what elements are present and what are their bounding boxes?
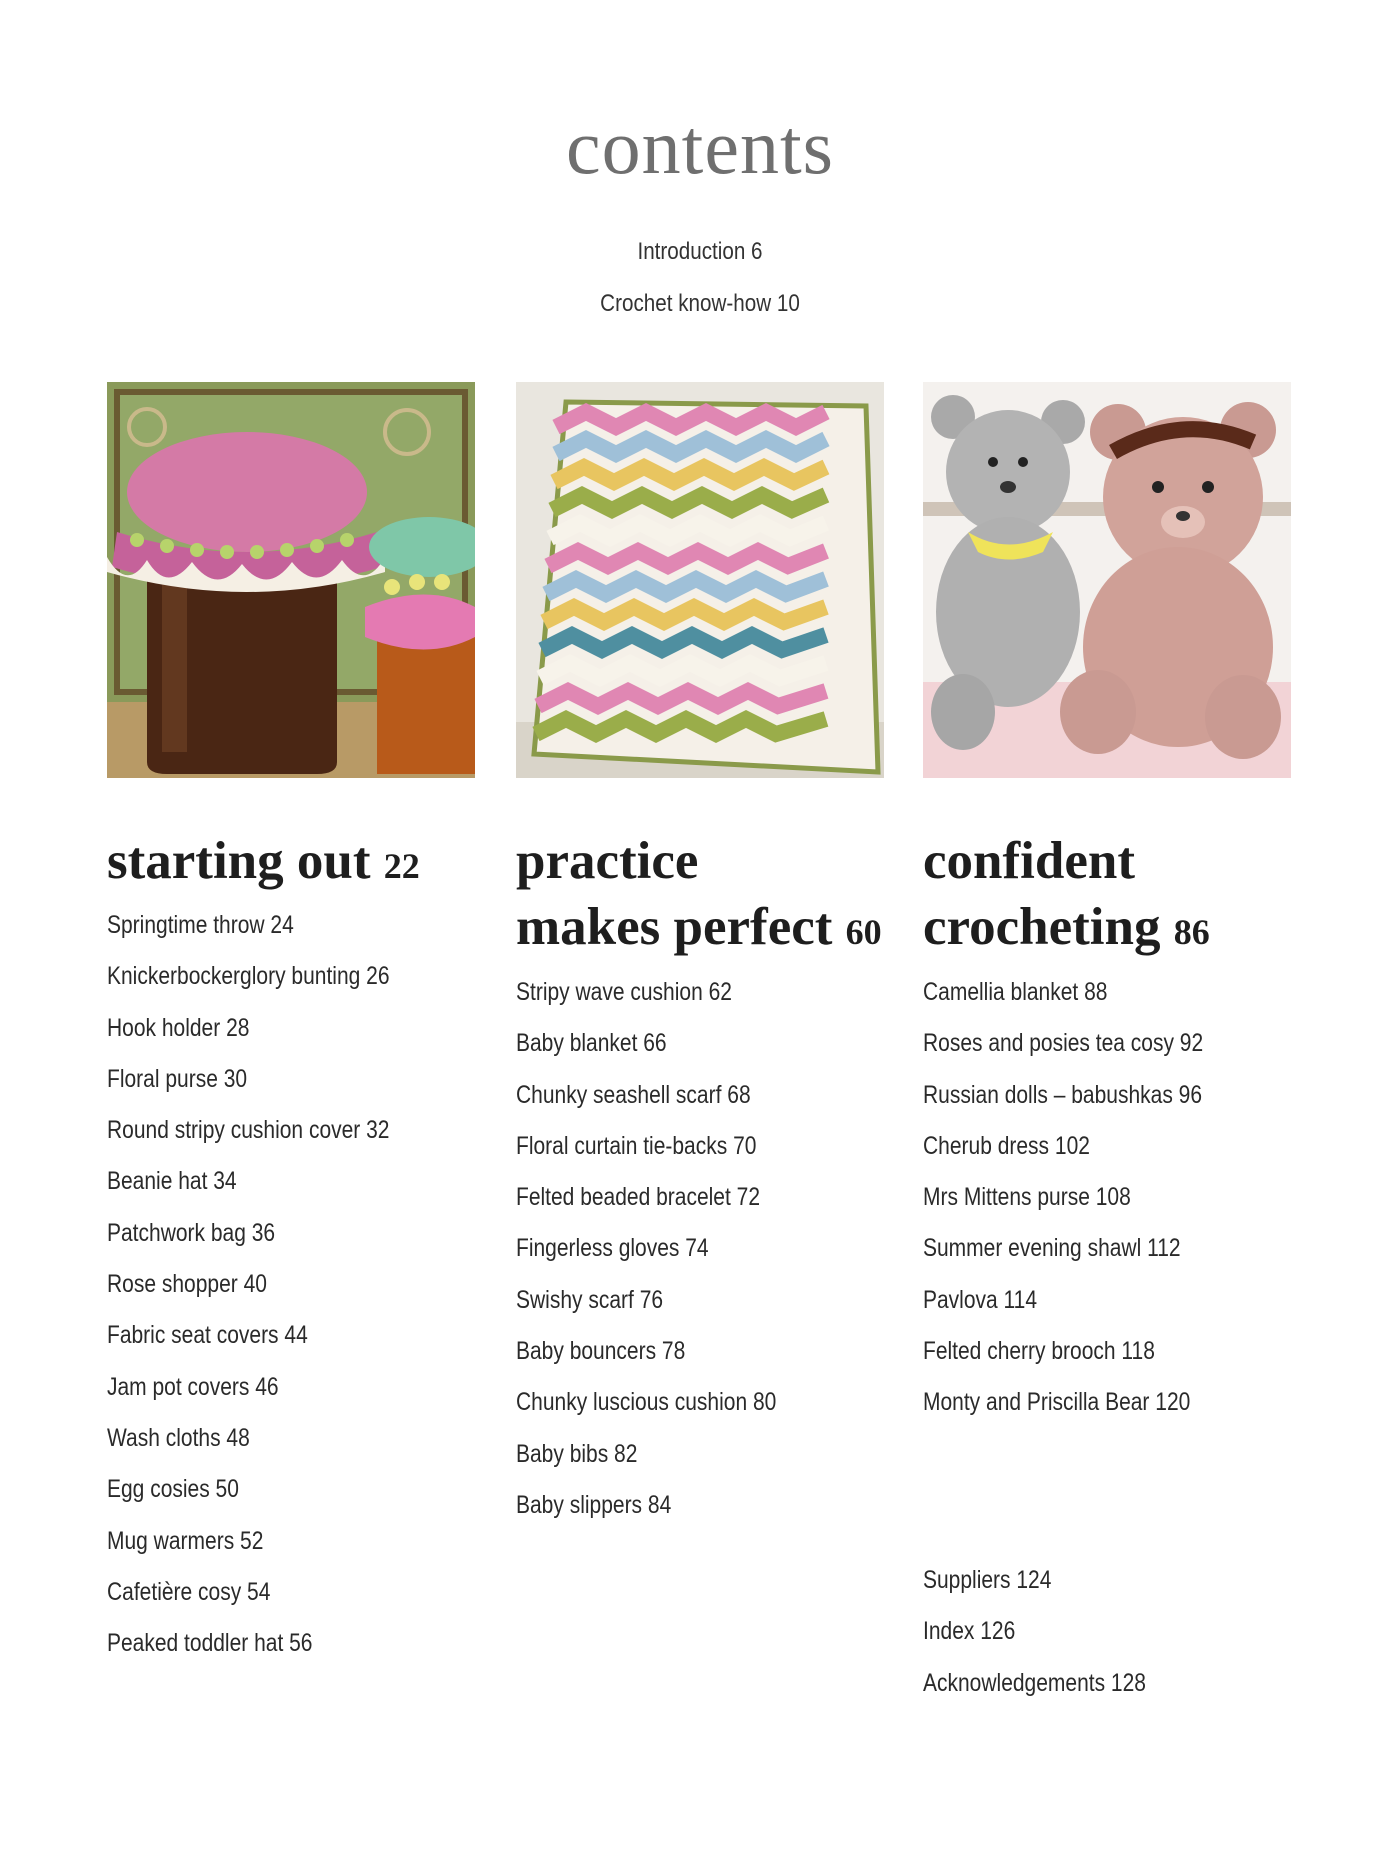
section-heading[interactable]: starting out 22 bbox=[107, 832, 420, 890]
list-item[interactable]: Peaked toddler hat 56 bbox=[107, 1629, 313, 1658]
list-item[interactable]: Swishy scarf 76 bbox=[516, 1285, 664, 1314]
page-title: contents bbox=[566, 103, 834, 190]
list-item[interactable]: Beanie hat 34 bbox=[107, 1167, 237, 1196]
list-item[interactable]: Rose shopper 40 bbox=[107, 1270, 267, 1299]
list-item[interactable]: Baby bouncers 78 bbox=[516, 1337, 686, 1366]
list-item[interactable]: Chunky seashell scarf 68 bbox=[516, 1080, 751, 1109]
wave-cushion-photo bbox=[516, 382, 884, 778]
list-item[interactable]: Cafetière cosy 54 bbox=[107, 1577, 271, 1606]
list-item[interactable]: Fingerless gloves 74 bbox=[516, 1234, 709, 1263]
section-heading[interactable]: confident crocheting 86 bbox=[923, 832, 1210, 956]
list-item[interactable]: Felted beaded bracelet 72 bbox=[516, 1183, 761, 1212]
list-item[interactable]: Egg cosies 50 bbox=[107, 1475, 239, 1504]
list-item[interactable]: Wash cloths 48 bbox=[107, 1423, 250, 1452]
back-matter-item-suppliers[interactable]: Suppliers 124 bbox=[923, 1566, 1052, 1594]
list-item[interactable]: Stripy wave cushion 62 bbox=[516, 978, 732, 1006]
list-item[interactable]: Baby bibs 82 bbox=[516, 1439, 638, 1468]
back-matter-item-index[interactable]: Index 126 bbox=[923, 1617, 1016, 1646]
list-item[interactable]: Baby blanket 66 bbox=[516, 1029, 667, 1058]
section-starting-out bbox=[107, 828, 487, 1669]
list-item[interactable]: Hook holder 28 bbox=[107, 1013, 250, 1042]
section-page-number: 86 bbox=[1173, 912, 1210, 952]
back-matter-item-acknowledgements[interactable]: Acknowledgements 128 bbox=[923, 1668, 1146, 1697]
list-item[interactable]: Floral purse 30 bbox=[107, 1064, 248, 1093]
list-item[interactable]: Patchwork bag 36 bbox=[107, 1218, 276, 1247]
section-heading[interactable]: practice makes perfect 60 bbox=[516, 832, 882, 956]
list-item[interactable]: Jam pot covers 46 bbox=[107, 1372, 279, 1401]
list-item[interactable]: Roses and posies tea cosy 92 bbox=[923, 1029, 1204, 1058]
list-item[interactable]: Mug warmers 52 bbox=[107, 1526, 264, 1555]
section-practice-makes-perfect bbox=[516, 828, 896, 1531]
list-item[interactable]: Knickerbockerglory bunting 26 bbox=[107, 962, 390, 991]
jam-jar-covers-photo bbox=[107, 382, 475, 778]
intro-link-crochet-know-how[interactable]: Crochet know-how 10 bbox=[600, 290, 800, 317]
list-item[interactable]: Russian dolls – babushkas 96 bbox=[923, 1080, 1203, 1109]
list-item[interactable]: Cherub dress 102 bbox=[923, 1131, 1090, 1160]
section-confident-crocheting bbox=[923, 828, 1303, 1429]
list-item[interactable]: Baby slippers 84 bbox=[516, 1490, 672, 1519]
list-item[interactable]: Pavlova 114 bbox=[923, 1285, 1038, 1314]
list-item[interactable]: Felted cherry brooch 118 bbox=[923, 1337, 1155, 1366]
list-item[interactable]: Fabric seat covers 44 bbox=[107, 1321, 308, 1350]
intro-link-introduction[interactable]: Introduction 6 bbox=[637, 238, 763, 265]
section-page-number: 60 bbox=[845, 912, 882, 952]
list-item[interactable]: Round stripy cushion cover 32 bbox=[107, 1116, 390, 1145]
list-item[interactable]: Mrs Mittens purse 108 bbox=[923, 1183, 1131, 1212]
section-page-number: 22 bbox=[383, 846, 420, 886]
list-item[interactable]: Summer evening shawl 112 bbox=[923, 1234, 1181, 1263]
list-item[interactable]: Floral curtain tie-backs 70 bbox=[516, 1131, 757, 1160]
teddy-bears-photo bbox=[923, 382, 1291, 778]
list-item[interactable]: Camellia blanket 88 bbox=[923, 978, 1108, 1006]
list-item[interactable]: Monty and Priscilla Bear 120 bbox=[923, 1388, 1191, 1417]
back-matter bbox=[923, 1555, 1303, 1709]
list-item[interactable]: Chunky luscious cushion 80 bbox=[516, 1388, 777, 1417]
list-item[interactable]: Springtime throw 24 bbox=[107, 911, 294, 939]
